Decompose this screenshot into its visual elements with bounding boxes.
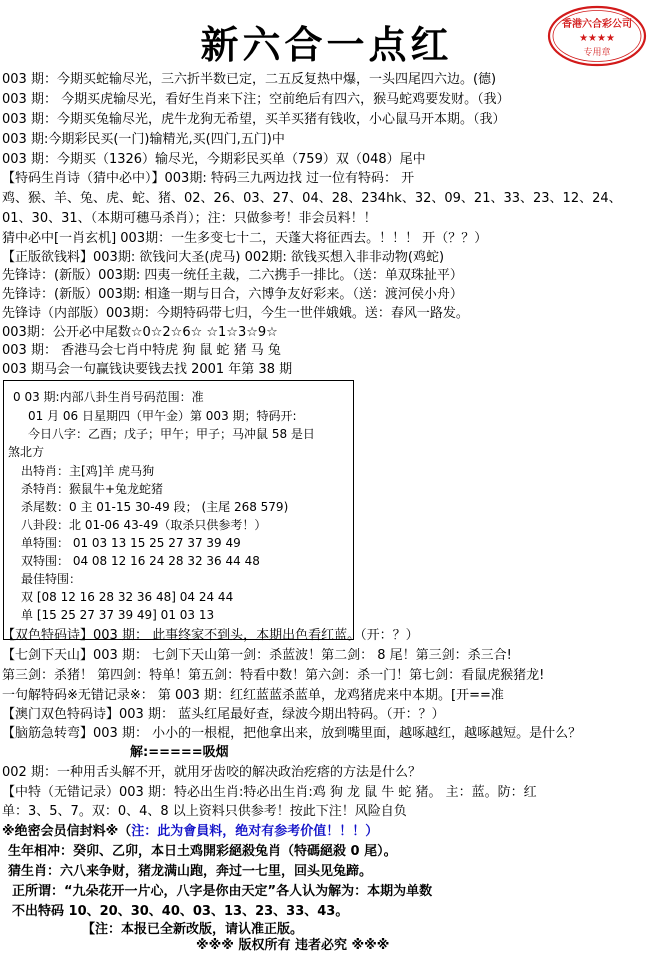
- text-line: 正所谓：“九朵花开一片心，八字是你由天定”各人认为解为：本期为单数: [12, 884, 433, 899]
- text-line: 01、30、31、（本期可穗马杀肖）；注：只做参考！非会员料！！: [2, 211, 377, 226]
- box-line: 双特围： 04 08 12 16 24 28 32 36 44 48: [21, 554, 260, 568]
- text-line: 第三剑：杀猪！ 第四剑：特单！第五剑：特看中数！第六剑：杀一门！第七剑：看鼠虎猴猪龙!: [2, 668, 545, 683]
- text-line: 猜生肖：六八来争财，猪龙满山跑，奔过一七里，回头见兔蹄。: [8, 864, 373, 879]
- text-line: 002 期：一种用舌头解不开，就用牙齿咬的解决政治疙瘩的方法是什么？: [2, 765, 421, 780]
- box-line: 煞北方: [8, 445, 45, 459]
- text-line: 先锋诗：(新版）003期: 相逢一期与日合，六博争友好彩来。（送：渡河侯小舟）: [2, 287, 463, 302]
- bagua-range-box: [3, 380, 354, 640]
- text-line: 生年相冲：癸卯、乙卯，本日土鸡開彩絕殺兔肖（特碼絕殺 0 尾）。: [8, 844, 397, 859]
- text-line: 【双色特码诗】003 期： 此事终家不到头，本期出色看红蓝。（开：？）: [2, 628, 419, 643]
- text-line: 003 期：今期买（1326）输尽光，今期彩民买单（759）双（048）尾中: [2, 152, 426, 167]
- box-line: 八卦段：北 01-06 43-49（取杀只供参考！）: [21, 518, 267, 532]
- text-line: 一句解特码※无错记录※： 第 003 期：红红蓝蓝杀蓝单，龙鸡猪虎来中本期。[开==准: [2, 688, 504, 703]
- text-line: 单：3、5、7。双：0、4、8 以上资料只供参考！按此下注！风险自负: [2, 804, 407, 819]
- member-notice: [2, 824, 378, 840]
- svg-text:专用章: 专用章: [583, 48, 611, 58]
- copyright-line: ※※※ 版权所有 违者必究 ※※※: [196, 938, 390, 953]
- riddle-answer: 解:=====吸烟: [130, 745, 229, 760]
- box-line: 出特肖：主[鸡]羊 虎马狗: [21, 464, 155, 478]
- text-line-mahui: 003 期马会一句赢钱诀要钱去找 2001 年第 38 期: [2, 362, 293, 377]
- text-line: 【特码生肖诗（猜中必中）】003期: 特码三九两边找 过一位有特码： 开: [2, 171, 415, 186]
- box-line: 01 月 06 日星期四（甲午金）第 003 期；特码开:: [28, 409, 297, 423]
- text-line: 【七剑下天山】003 期： 七剑下天山第一剑：杀蓝波！第二剑： 8 尾！第三剑：杀三合!: [2, 648, 512, 663]
- text-line: 【脑筋急转弯】003 期： 小小的一根棍，把他拿出来，放到嘴里面，越啄越红，越啄越短。是什么？: [2, 726, 582, 741]
- company-seal: [547, 5, 647, 67]
- text-line: 先锋诗（内部版）003期：今期特码带七归，今生一世伴娥娥。送：春风一路发。: [2, 306, 469, 321]
- text-line: 003 期：今期买蛇输尽光，三六折半数已定，二五反复热中爆，一头四尾四六边。(德): [2, 72, 497, 87]
- text-line: 先锋诗：(新版）003期: 四夷一统任主裁，二六携手一排比。（送：单双珠扯平）: [2, 268, 463, 283]
- svg-text:香港六合彩公司: 香港六合彩公司: [562, 19, 632, 30]
- text-line: 003 期： 今期买虎输尽光，看好生肖来下注；空前绝后有四六，猴马蛇鸡要发财。（我）: [2, 92, 510, 107]
- box-line: 双 [08 12 16 28 32 36 48] 04 24 44: [21, 590, 234, 604]
- text-line: 不出特码 10、20、30、40、03、13、23、33、43。: [12, 904, 349, 919]
- box-line: 杀特肖：猴鼠牛+兔龙蛇猪: [21, 482, 164, 496]
- text-line: 【正版欲钱料】003期: 欲钱问大圣(虎马) 002期: 欲钱买想入非非动物(鸡蛇): [2, 250, 445, 265]
- text-line: 003 期:今期彩民买(一门)输精光,买(四门,五门)中: [2, 132, 285, 147]
- text-line: 【注：本报已全新改版，请认准正版。: [82, 922, 304, 937]
- box-line: 单 [15 25 27 37 39 49] 01 03 13: [21, 608, 215, 622]
- box-line: 杀尾数：0 主 01-15 30-49 段； (主尾 268 579): [21, 500, 289, 514]
- text-line: 003期：公开必中尾数☆0☆2☆6☆ ☆1☆3☆9☆: [2, 325, 278, 340]
- box-line: 单特围： 01 03 13 15 25 27 37 39 49: [21, 536, 241, 550]
- member-notice-note: 注：此为會員料，绝对有参考价值！！！）: [131, 824, 379, 839]
- member-notice-prefix: ※绝密会员信封料※（: [2, 824, 132, 839]
- page-title: 新六合一点红: [200, 22, 453, 67]
- text-line: 鸡、猴、羊、兔、虎、蛇、猪、02、26、03、27、04、28、234hk、32、09、21、33、23、12、24、: [2, 191, 622, 206]
- box-line: 今日八字：乙酉；戊子；甲午；甲子；马冲鼠 58 是日: [28, 427, 315, 441]
- text-line: 003 期： 香港马会七肖中特虎 狗 鼠 蛇 猪 马 兔: [2, 343, 281, 358]
- text-line: 【中特（无错记录）003 期：特必出生肖:特必出生肖:鸡 狗 龙 鼠 牛 蛇 猪。 主：蓝。防：红: [2, 785, 537, 800]
- box-line: 最佳特围：: [21, 572, 82, 586]
- svg-text:★★★★: ★★★★: [579, 33, 615, 44]
- text-line: 猜中必中[一肖玄机] 003期：一生多变七十二，天蓬大将征西去。！！！ 开（？？）: [2, 231, 488, 246]
- text-line: 003 期：今期买兔输尽光，虎牛龙狗无希望，买羊买猪有钱收，小心鼠马开本期。（我）: [2, 112, 506, 127]
- box-line: 0 03 期:内部八卦生肖号码范围：准: [13, 390, 204, 404]
- text-line: 【澳门双色特码诗】003 期： 蓝头红尾最好查，绿波今期出特码。（开：？）: [2, 707, 445, 722]
